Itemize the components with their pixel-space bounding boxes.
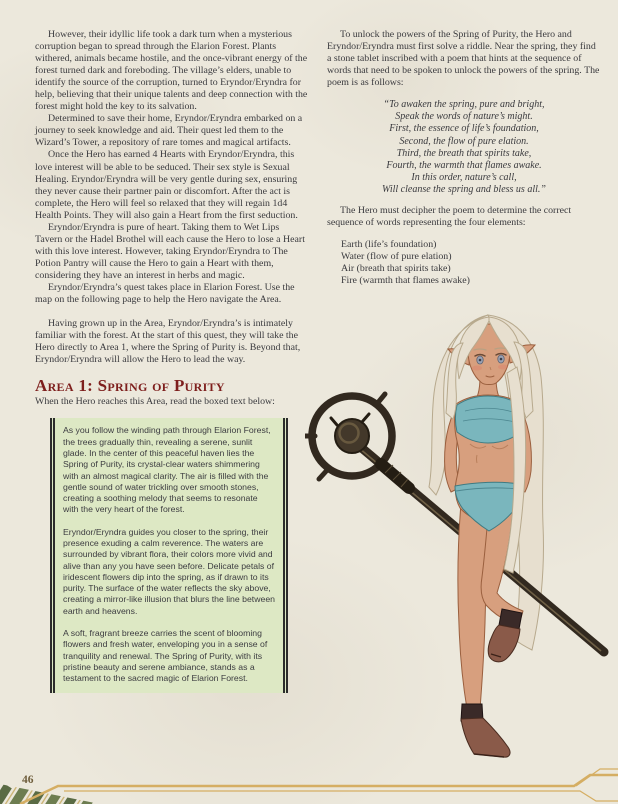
element-item: Air (breath that spirits take) xyxy=(341,263,451,275)
boxed-paragraph: A soft, fragrant breeze carries the scent of blooming flowers and fresh water, enveloping you in a sense of tranquility and renewal. The Spring of Purity, with its pristine beauty and serene ambiance, stands as a testament to the sacred magic of Elarion Forest. xyxy=(63,628,268,684)
read-aloud-box xyxy=(50,418,288,692)
body-paragraph: The Hero must decipher the poem to determine the correct sequence of words representing the four elements: xyxy=(327,204,572,229)
standing-boot xyxy=(461,718,510,757)
body-paragraph: Having grown up in the Area, Eryndor/Eryndra’s is intimately familiar with the forest. At the start of this quest, they will take the Hero directly to Area 1, where the Spring of Purity is. Beyond that, Eryndor/Eryndra will allow the Hero to lead the way. xyxy=(35,318,301,366)
footer-rule-ornament xyxy=(0,762,618,804)
spring-poem xyxy=(327,99,601,196)
poem-line: Third, the breath that spirits take, xyxy=(396,147,532,159)
elements-list xyxy=(327,239,601,287)
body-paragraph: Eryndor/Eryndra’s quest takes place in Elarion Forest. Use the map on the following page to help the Hero navigate the Area. xyxy=(35,281,295,306)
body-paragraph: However, their idyllic life took a dark turn when a mysterious corruption began to spread through the Elarion Forest. Plants withered, animals became hostile, and the once-vibrant energy of the forest turned dark and foreboding. The village’s elders, unable to identify the source of the corruption, turned to Eryndor/Eryndra for help, believing that their unique talents and deep connection with the forest might hold the key to its salvation. xyxy=(35,29,308,113)
corner-stripes-icon xyxy=(0,786,98,804)
poem-line: Fourth, the warmth that flames awake. xyxy=(386,159,542,171)
right-column xyxy=(327,29,601,287)
area-heading: Area 1: Spring of Purity xyxy=(35,376,225,396)
poem-line: “To awaken the spring, pure and bright, xyxy=(383,99,545,111)
left-column xyxy=(35,29,308,693)
boxed-paragraph: As you follow the winding path through Elarion Forest, the trees gradually thin, revealing a serene, sunlit glade. In the center of this peaceful haven lies the Spring of Purity, its crystal-clear waters shimmering with an almost magical clarity. The air is filled with the gentle sound of water trickling over smooth stones, creating a soothing melody that seems to resonate with the very heart of the forest. xyxy=(63,425,271,515)
poem-line: Speak the words of nature’s might. xyxy=(395,111,533,123)
elf-illustration xyxy=(305,305,618,790)
body-paragraph: Once the Hero has earned 4 Hearts with Eryndor/Eryndra, this love interest will be able to be seduced. Their sex style is Sexual Healing. Eryndor/Eryndra will be very gentle during sex, ensuring they never cause their partner pain or discomfort. After the act is complete, the Hero will feel so relaxed that they will regain 1d4 Health Points. They will also gain a Heart from the first seduction. xyxy=(35,149,298,221)
area-intro: When the Hero reaches this Area, read the boxed text below: xyxy=(35,396,275,408)
body-paragraph: To unlock the powers of the Spring of Purity, the Hero and Eryndor/Eryndra must first solve a riddle. Near the spring, they find a stone tablet inscribed with a poem that hints at the sequence of words that need to be spoken to unlock the powers of the spring. The poem is as follows: xyxy=(327,29,600,89)
standing-leg xyxy=(458,503,489,709)
poem-line: First, the essence of life’s foundation, xyxy=(389,123,539,135)
body-paragraph: Eryndor/Eryndra is pure of heart. Taking them to Wet Lips Tavern or the Hadel Brothel will each cause the Hero to lose a Heart with this love interest. However, taking Eryndor/Eryndra to The Potion Pantry will cause the Hero to gain a Heart with them, considering they have an interest in herbs and magic. xyxy=(35,221,305,281)
poem-line: Will cleanse the spring and bless us all.” xyxy=(382,183,546,195)
poem-line: Second, the flow of pure elation. xyxy=(399,135,529,147)
raised-boot xyxy=(488,625,520,662)
element-item: Water (flow of pure elation) xyxy=(341,251,452,263)
element-item: Fire (warmth that flames awake) xyxy=(341,275,470,287)
body-paragraph: Determined to save their home, Eryndor/Eryndra embarked on a journey to seek knowledge and aid. Their quest led them to the Wizard’s Tower, a repository of rare tomes and magical artifacts. xyxy=(35,113,303,149)
element-item: Earth (life’s foundation) xyxy=(341,239,437,251)
page-number: 46 xyxy=(22,774,34,786)
boxed-paragraph: Eryndor/Eryndra guides you closer to the spring, their presence exuding a calm reverence. The waters are surrounded by vibrant flora, their colors more vivid and alive than any you have seen before. Delicate petals of iridescent flowers dip into the spring, as if drawn to its purity. The surface of the water reflects the sky above, creating a mirror-like illusion that blurs the line between earth and heavens. xyxy=(63,526,275,616)
poem-line: In this order, nature’s call, xyxy=(411,171,517,183)
